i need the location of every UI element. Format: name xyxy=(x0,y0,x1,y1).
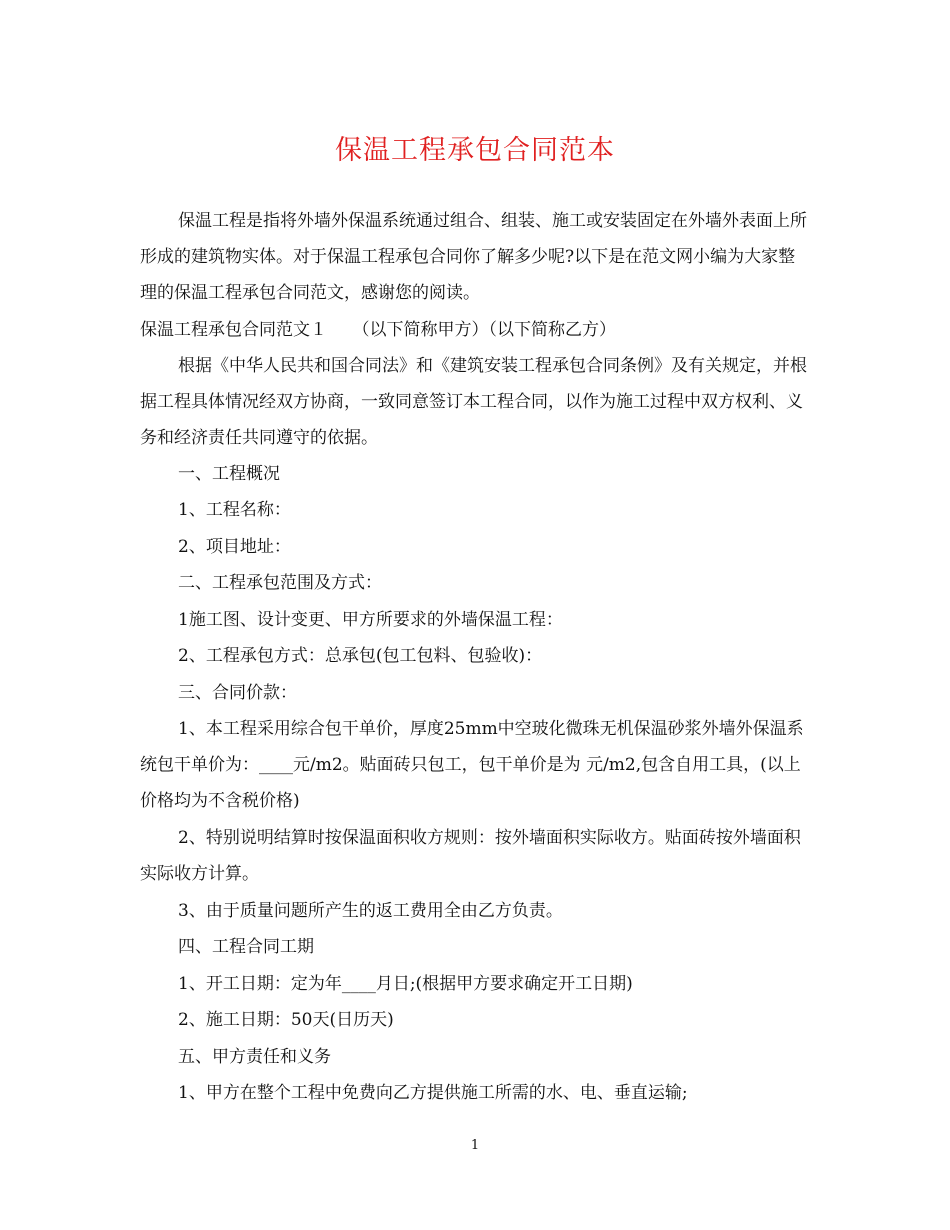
section-3-item-2: 2、特别说明结算时按保温面积收方规则：按外墙面积实际收方。贴面砖按外墙面积实际收方计算。 xyxy=(140,828,801,884)
preamble-paragraph: 根据《中华人民共和国合同法》和《建筑安装工程承包合同条例》及有关规定，并根据工程具体情况经双方协商，一致同意签订本工程合同，以作为施工过程中双方权利、义务和经济责任共同遵守的依据。 xyxy=(140,356,807,448)
section-4-item-2: 2、施工日期：50天(日历天) xyxy=(178,1010,394,1030)
section-1-item-1: 1、工程名称： xyxy=(178,500,291,520)
page-number: 1 xyxy=(470,1138,480,1153)
document-title: 保温工程承包合同范本 xyxy=(335,135,615,166)
section-2-title: 二、工程承包范围及方式： xyxy=(178,573,382,593)
section-5-title: 五、甲方责任和义务 xyxy=(178,1047,331,1067)
section-2-item-1: 1施工图、设计变更、甲方所要求的外墙保温工程： xyxy=(178,610,563,630)
section-1-item-2: 2、项目地址： xyxy=(178,537,291,557)
section-3-item-1: 1、本工程采用综合包干单价，厚度25mm中空玻化微珠无机保温砂浆外墙外保温系统包干单价为：____元/m2。贴面砖只包工，包干单价是为 元/m2,包含自用工具，(以上价格均为不含税价格) xyxy=(140,719,804,811)
sample-heading: 保温工程承包合同范文１ （以下简称甲方）（以下简称乙方） xyxy=(140,320,616,340)
section-4-item-1: 1、开工日期：定为年____月日;(根据甲方要求确定开工日期) xyxy=(178,974,633,994)
section-3-title: 三、合同价款： xyxy=(178,683,297,703)
intro-paragraph: 保温工程是指将外墙外保温系统通过组合、组装、施工或安装固定在外墙外表面上所形成的建筑物实体。对于保温工程承包合同你了解多少呢?以下是在范文网小编为大家整理的保温工程承包合同范文，感谢您的阅读。 xyxy=(140,211,807,303)
section-3-item-3: 3、由于质量问题所产生的返工费用全由乙方负责。 xyxy=(178,901,563,921)
section-4-title: 四、工程合同工期 xyxy=(178,937,314,957)
section-5-item-1: 1、甲方在整个工程中免费向乙方提供施工所需的水、电、垂直运输; xyxy=(178,1083,688,1103)
section-2-item-2: 2、工程承包方式：总承包(包工包料、包验收)： xyxy=(178,646,543,666)
section-1-title: 一、工程概况 xyxy=(178,464,280,484)
